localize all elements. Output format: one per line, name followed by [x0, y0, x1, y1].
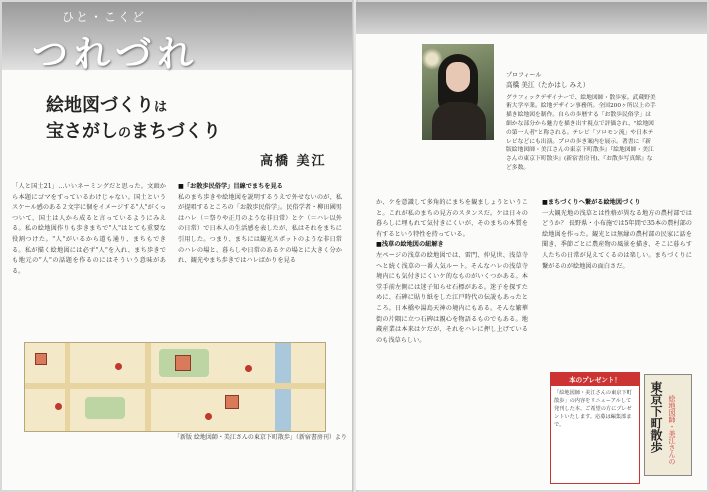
gift-box — [550, 372, 640, 484]
map-spot — [55, 403, 62, 410]
body-paragraph: 一大観光地の浅草とは性格が異なる地方の農村部ではどうか？ 長野県・小布施では5年間で35本の農村部の絵地図を作った。観光とは無縁の農村部の民家に話を聞き、季節ごとに農産物の風景を描き、そこに暮らす人たちの日常が見えてくるのは楽しい。まちづくりに繋がるのが絵地図の面白さだ。 — [542, 209, 692, 270]
map-building — [35, 353, 47, 365]
body-paragraph: 左ページの浅草の絵地図では、雷門、仲見世、浅草寺へと続く浅草の一番人気ルート。そんなハレの浅草寺境内にも気付きにくいケ的なものがいくつかある。本堂手前左側には迷子知らせ石標がある。迷子を探すために、石碑に貼り紙をした江戸時代の伝説もあったところ。日本橋や湯島天神の境内にもある。そんな繁華街の片隅に立つ石碑は親心を物語るものでもある。地蔵産業は本来はケだが、それをハレに押し上げているのも浅草らしい。 — [376, 251, 528, 344]
map-caption: 「新版 絵地図師・美江さんの東京下町散歩」（新宿書房刊）より — [174, 434, 347, 441]
section-heading: ■まちづくりへ繋がる絵地図づくり — [542, 199, 641, 206]
series-title: つれづれ — [32, 34, 200, 75]
photo-face — [446, 62, 470, 92]
map-spot — [115, 363, 122, 370]
book-cover — [644, 374, 692, 476]
body-paragraph: か、ケを意識して多角的にまちを観ましょうということ。これが私のまちの見方のスタンスだ。ケは日々の暮らしに埋もれて気付きにくいが、そのまちの本質を有するという特性を持っている。 — [376, 199, 528, 238]
book-title: 東京下町散歩 — [649, 381, 663, 453]
body-paragraph: 「人と国土21」…いいネーミングだと思った。文頭から本題にゴマをすっているわけじゃない。国土というスケール感のある２文字に個をイメージする"人"がくっついて、国土は人から成ると言っているようにみえる。私の絵地図作りも歩きまちで"人"はとても重要な役割つけた。"人"がいるから道も通り、まちもできる。私が描く絵地図には必ず"人"を入れ、まち歩きでも地元の"人"の話題を作るのにはそういう意味がある。 — [12, 183, 166, 275]
left-page — [2, 2, 354, 490]
right-page — [356, 2, 707, 490]
body-paragraph: 私のまち歩きや絵地図を説明するうえで外せないのが、私が提唱するところの「お散歩民俗学」。民俗学者・柳田國男はハレ（＝祭りや正月のような非日常）とケ（＝ハレ以外の日常）で日本人の生活感を表したが、私はそれをまちに引用した。つまり、まちには観光スポットのような非日常のハレの場と、暮らしや日常のあるケの場とに大きく分かれ、観光やまち歩きではハレばかりを見る — [178, 193, 342, 265]
book-subtitle: 絵地図師・美江さんの — [668, 395, 676, 465]
body-column — [376, 198, 528, 346]
gift-text: 「絵地図師・美江さんの東京下町散歩」の内容をリニューアルして発刊した本。ご希望の方にプレゼントいたします。応募は編集部まで。 — [554, 390, 632, 428]
profile-label: プロフィール — [506, 72, 542, 79]
map-spot — [245, 365, 252, 372]
title-particle: は — [154, 100, 168, 115]
illustrated-map — [24, 342, 326, 432]
map-building — [225, 395, 239, 409]
profile-name: 高橋 美江（たかはし みえ） — [506, 80, 590, 89]
series-kicker: ひと・こくど — [62, 10, 147, 24]
section-heading: ■「お散歩民俗学」目線でまちを見る — [178, 183, 283, 190]
body-column — [12, 182, 166, 277]
body-column — [178, 182, 342, 267]
header-band — [356, 2, 707, 34]
map-road — [25, 383, 325, 389]
title-text: 絵地図づくり — [46, 95, 154, 116]
title-text: まちづくり — [131, 121, 221, 142]
profile-box — [506, 72, 656, 173]
profile-text: グラフィックデザイナーで、絵地図師・散歩家。武蔵野美術大学卒業。絵地デザイン事務所。全国200ヶ所以上の手描き絵地図を制作。自らの歩暦する「お散歩民俗学」は細かな部分から魅力を描き出す視点で評価され、"絵地図の第一人者"と称される。テレビ「ソロモン流」や日本テレビなどにも出演。プロの歩き案内を展示。著書に『新版絵地図師・美江さんの東京下町散歩』『絵地図師・美江さんの東京下町散歩』(新宿書房刊)、『お散歩写真館』など多数。 — [506, 94, 656, 171]
title-particle: の — [118, 126, 132, 141]
author-name: 高橋 美江 — [260, 154, 327, 169]
gift-title: 本のプレゼント！ — [551, 373, 639, 386]
map-road — [65, 343, 70, 431]
author-photo — [422, 44, 494, 140]
photo-body — [432, 102, 486, 140]
body-column — [542, 198, 692, 272]
map-temple — [175, 355, 191, 371]
map-spot — [205, 413, 212, 420]
article-title — [46, 94, 221, 146]
title-text: 宝さがし — [46, 121, 118, 142]
map-park — [85, 397, 125, 419]
section-heading: ■浅草の絵地図の紐解き — [376, 241, 444, 249]
map-road — [145, 343, 151, 431]
